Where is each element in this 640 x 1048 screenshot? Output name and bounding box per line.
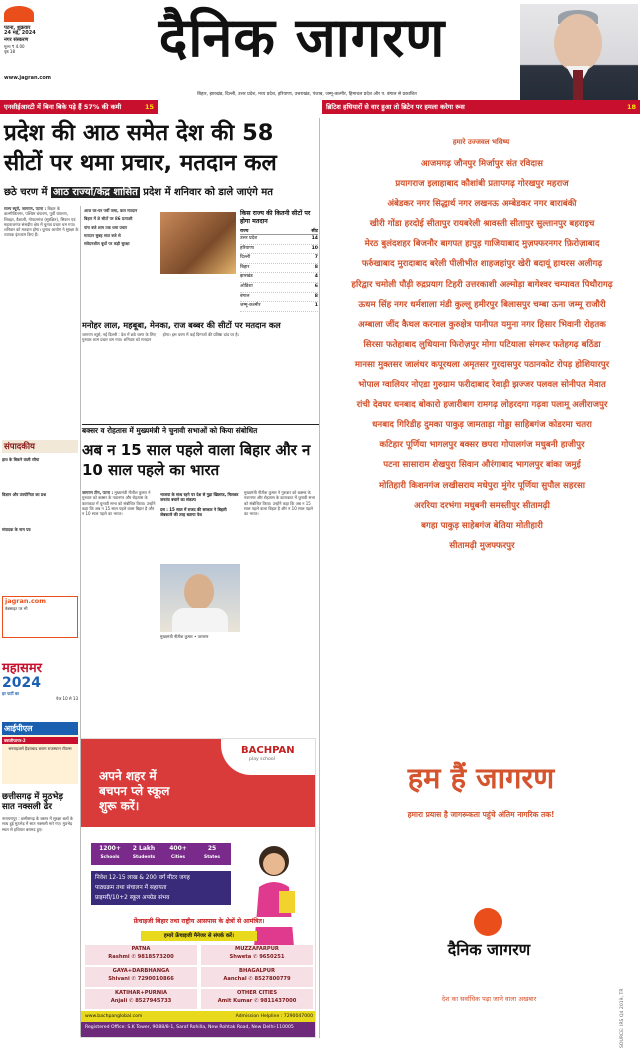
bullet-item: पांच बजे शाम तक थमा प्रचार — [84, 224, 128, 230]
sidebar-item[interactable]: विज्ञान और उपयोगिता का प्रश्न — [2, 492, 47, 498]
top-strip-left-page: 15 — [144, 103, 154, 111]
seat-count: 1 — [314, 303, 318, 309]
sidebar-story-head: छत्तीसगढ़ में मुठभेड़ सात नक्सली ढेर — [2, 792, 63, 812]
bullet-item: मतदान सुबह सात बजे से — [84, 232, 121, 238]
jagran-web-tag: वेबसाइट पर भी — [5, 606, 28, 612]
seat-state: झारखंड — [240, 274, 253, 280]
city-line: मोतिहारी किशनगंज लखीसराय मधेपुरा मुंगेर पूर्णिया सुपौल सहरसा — [379, 480, 585, 491]
second-headline: अब न 15 साल पहले वाला बिहार और न 10 साल पहले का भारत — [82, 441, 311, 479]
girl-illustration — [239, 839, 309, 959]
contact-cell[interactable]: GAYA+DARBHANGA Shivani ✆ 7290010866 — [85, 967, 197, 987]
seat-count: 10 — [311, 245, 318, 251]
seat-table-row — [240, 302, 318, 312]
footer-row — [81, 1011, 316, 1022]
bachpan-bullets — [91, 871, 231, 905]
city-line: प्रयागराज इलाहाबाद कौशांबी प्रतापगढ़ गोरखपुर महराज — [395, 179, 569, 190]
city-line: सीतामढ़ी मुजफ्फरपुर — [449, 540, 515, 551]
seat-table — [240, 210, 318, 322]
nitish-photo — [160, 564, 240, 632]
photo-body — [172, 608, 228, 632]
masthead-meta — [4, 6, 84, 81]
sub-story-head: मनोहर लाल, महबूबा, मेनका, राज बब्बर की सीटों पर मतदान कल — [82, 320, 281, 330]
sidebar-item[interactable]: संपादक के नाम पत्र — [2, 527, 31, 533]
second-text: मुख्यमंत्री नीतीश कुमार ने गुरुवार को बक्सर के नवानगर और रोहतास के काराकाट में चुनावी सभा को संबोधित किया। उन्होंने कहा कि अब न 15 साल पहले वाला बिहार है और न 10 साल पहले का भारत। — [82, 490, 156, 517]
top-strip-right-page: 18 — [626, 103, 636, 111]
ipl-box[interactable] — [2, 722, 78, 784]
lead-body — [4, 206, 80, 316]
lead-byline: राज्य ब्यूरो, जागरण, पटना : — [4, 206, 47, 211]
city-line: फर्रुखाबाद मुरादाबाद बरेली पीलीभीत शाहजहांपुर खेरी बदायूं हाथरस अलीगढ़ — [361, 259, 603, 270]
jagran-sun-icon — [474, 908, 502, 936]
divider — [82, 424, 320, 425]
city-line: मेरठ बुलंदशहर बिजनौर बागपत हापुड़ गाजियाबाद मुज़फ्फरनगर फ़िरोज़ाबाद — [364, 239, 600, 250]
sidebar-title: संपादकीय — [2, 440, 78, 453]
photo-caption: मुख्यमंत्री नीतीश कुमार • जागरण — [160, 634, 209, 639]
city-line: सिरसा फतेहाबाद लुधियाना फिरोज़पुर मोगा पटियाला संगरूर फतेहगढ़ बठिंडा — [363, 339, 601, 350]
website-link[interactable]: www.jagran.com — [4, 75, 52, 82]
contact-cell[interactable]: PATNA Rashmi ✆ 9818573200 — [85, 945, 197, 965]
photo-face — [554, 14, 602, 72]
city-line: बगहा पाकुड़ साहेबगंज बेतिया मोतीहारी — [421, 520, 543, 531]
bachpan-web[interactable]: www.bachpanglobal.com — [85, 1014, 143, 1019]
city-line: अररिया दरभंगा मधुबनी समस्तीपुर सीतामढ़ी — [414, 500, 550, 511]
ad-slogan-sub: हमारा प्रयास है जागरूकता पहुंचे अंतिम नागरिक तक! — [407, 810, 555, 819]
subhead-pre: छठे चरण में — [4, 187, 48, 198]
city-line: धनबाद गिरिडीह दुमका पाकुड़ जामताड़ा गोड्डा साहिबगंज कोडरमा चतरा — [372, 420, 592, 431]
city-line: ऊधम सिंह नगर धर्मशाला मंडी कुल्लू हमीरपुर बिलासपुर चम्बा ऊना जम्मू राजौरी — [358, 299, 606, 310]
jagran-cities-ad — [322, 118, 640, 1046]
lead-text: बिहार के वाल्मीकिनगर, पश्चिम चंपारण, पूर्वी चंपारण, शिवहर, वैशाली, गोपालगंज (सुरक्षित), सिवान एवं महाराजगंज संसदीय क्षेत्र में चुनाव प्रचार थम गया। शनिवार को मतदान होगा। चुनाव आयोग ने सुरक्षा के व्यापक इंतजाम किए हैं। — [4, 206, 79, 238]
left-sidebar — [2, 440, 78, 533]
bachpan-bullet: पाठ्यक्रम तथा संचालन में सहायता — [95, 885, 167, 891]
mahasamar-title: महासमर — [2, 661, 42, 676]
seat-count: 8 — [314, 293, 318, 299]
seat-count: 14 — [311, 236, 318, 241]
seat-count: 4 — [314, 274, 318, 280]
quote-1: भाजपा के साथ रहने पर देश से गुड़ा खिलाफ, मिलकर जनतंत्र बचाने का संकल्प — [160, 492, 239, 503]
mahasamar-year: 2024 — [2, 675, 41, 691]
date: 24 मई, 2024 — [4, 30, 36, 37]
sub-story-body: जागरण ब्यूरो, नई दिल्ली : देश में छठे चरण के लिए गुरुवार शाम प्रचार थम गया। शनिवार को मतदान होगा। इस चरण में कई दिग्गजों की प्रतिष्ठा दांव पर है। — [82, 332, 240, 343]
seat-count: 8 — [314, 264, 318, 270]
contact-cell[interactable]: KATIHAR+PURNIA Anjali ✆ 8527945733 — [85, 989, 197, 1009]
city-line: कटिहार पूर्णिया भागलपुर बक्सर छपरा गोपालगंज मधुबनी हाजीपुर — [379, 440, 585, 451]
seat-state: बंगाल — [240, 293, 250, 299]
column-rule — [319, 118, 320, 1038]
stat-schools: 1200+ Schools — [99, 845, 121, 860]
city-lines — [332, 154, 632, 556]
stat-cities: 400+ Cities — [169, 845, 187, 860]
quote-2: दस : 15 साल में राजद की सरकार ने बिहारी जेबकतरे की तरह बताया पेश — [160, 506, 227, 517]
seat-state: जम्मू-कश्मीर — [240, 303, 261, 309]
city-line: भोपाल ग्वालियर नोएडा गुरुग्राम फरीदाबाद रेवाड़ी झज्जर पलवल सोनीपत मेवात — [358, 380, 606, 391]
ad-top-line: हमारे उज्जवल भविष्य — [452, 138, 510, 146]
city-line: हरिद्वार चमोली पौड़ी रुद्रप्रयाग टिहरी उत्तरकाशी अल्मोड़ा बागेश्वर चम्पावत पिथौरागढ़ — [351, 279, 613, 290]
mahasamar-page: पेज 10 से 13 — [56, 696, 78, 702]
header-state: राज्य — [240, 229, 249, 234]
jagran-web-link: jagran.com — [5, 597, 47, 605]
seat-state: दिल्ली — [240, 255, 251, 261]
pitch-line-2: बचपन प्ले स्कूल — [99, 784, 170, 798]
seat-state: हरियाणा — [240, 245, 254, 251]
contact-cell[interactable]: BHAGALPUR Aanchal ✆ 8527800779 — [201, 967, 313, 987]
brand-tag: देश का सर्वाधिक पढ़ा जाने वाला अखबार — [441, 995, 537, 1003]
mahasamar-box[interactable] — [2, 662, 78, 718]
bachpan-contact-head: हमारे फ्रेंचाइजी मैनेजर से संपर्क करें। — [141, 931, 257, 941]
sidebar-item[interactable]: हाथ के बिकने वाली रवैया — [2, 457, 40, 462]
ipl-title: आईपीएल — [2, 722, 78, 735]
bachpan-logo-sub: play school — [249, 757, 275, 762]
lead-subhead — [4, 186, 316, 200]
ipl-sub: क्वालीफायर-2 — [2, 737, 78, 744]
seat-table-row — [240, 254, 318, 264]
lead-bullets — [84, 208, 156, 318]
city-line: मानसा मुक्तसर जालंधर कपूरथला अमृतसर गुरदासपुर पठानकोट रोपड़ होशियारपुर — [354, 359, 610, 370]
top-strip-right[interactable] — [322, 100, 640, 114]
bachpan-bullet: निवेश 12-15 लाख & 200 वर्ग मीटर जगह — [95, 875, 190, 881]
price: मूल्य ₹ 4.00 — [4, 43, 25, 49]
seat-table-row — [240, 293, 318, 303]
bachpan-franchise: फ्रेंचाइजी बिहार तथा राष्ट्रीय आसपास के क्षेत्रों से आमंत्रित। — [81, 917, 316, 927]
second-byline: जागरण टीम, पटना : — [82, 490, 114, 495]
subhead-highlight: आठ राज्यों/केंद्र शासित — [52, 187, 138, 198]
seat-table-title: किस राज्य की कितनी सीटों पर होगा मतदान — [240, 210, 311, 225]
bullet-item: संवेदनशील बूथों पर कड़ी सुरक्षा — [84, 241, 130, 247]
ad-slogan: हम हैं जागरण — [407, 761, 555, 795]
seat-table-row — [240, 245, 318, 255]
top-strip-left-text: एनसीईआरटी में बिना बिके पड़े हैं 57% की कमी — [4, 103, 122, 111]
lead-headline: प्रदेश की आठ समेत देश की 58 सीटों पर थमा प्रचार, मतदान कल — [4, 120, 277, 176]
edition: नगर संस्करण — [4, 37, 29, 44]
pitch-line-1: अपने शहर में — [99, 769, 157, 783]
brand-name: दैनिक जागरण — [447, 940, 531, 959]
bullet-item: आज घर-घर पर्ची जमा, कल मतदान — [84, 208, 138, 213]
city-line: अंबेडकर नगर सिद्धार्थ नगर लखनऊ अम्बेडकर नगर बाराबंकी — [387, 199, 577, 210]
city-line: खीरी गोंडा हरदोई सीतापुर रायबरेली श्रावस्ती सीतापुर सुल्तानपुर बहराइच — [369, 219, 595, 230]
city-line: आजमगढ़ जौनपुर मिर्जापुर संत रविदास — [421, 159, 543, 169]
bullet-item: बिहार में 8 सीटों पर 86 प्रत्याशी — [84, 216, 133, 222]
brand-box — [414, 908, 564, 1028]
header-seats: सीट — [311, 229, 318, 234]
seat-table-row — [240, 235, 318, 245]
jagran-web-box[interactable] — [2, 596, 78, 638]
newspaper-title: दैनिक जागरण — [158, 5, 446, 69]
seat-state: उत्तर प्रदेश — [240, 236, 258, 241]
seat-table-row — [240, 273, 318, 283]
seat-count: 7 — [314, 255, 318, 261]
bachpan-admission[interactable]: Admission Helpline : 7290047000 — [235, 1014, 313, 1019]
top-strip-left[interactable] — [0, 100, 158, 114]
pages: पृष्ठ 18 — [4, 48, 15, 54]
seat-count: 6 — [314, 283, 318, 289]
pitch-line-3: शुरू करें। — [99, 799, 140, 813]
second-body — [82, 490, 156, 730]
column-rule — [80, 206, 81, 1036]
bachpan-footer — [81, 1011, 316, 1038]
bachpan-ad[interactable] — [80, 738, 316, 1038]
bachpan-stats — [91, 843, 231, 865]
sidebar-story-body: नारायणपुर : छत्तीसगढ़ के बस्तर में सुरक्षा बलों के साथ हुई मुठभेड़ में सात नक्सली मारे गए। मुठभेड़ स्थल से हथियार बरामद हुए। — [2, 816, 73, 832]
front-photo — [520, 4, 638, 114]
city-line: रांची देवघर धनबाद बोकारो हजारीबाग रामगढ़ लोहरदगा गढ़वा पलामू अलीराजपुर — [356, 400, 608, 411]
city-line: अम्बाला जींद कैथल करनाल कुरुक्षेत्र पानीपत यमुना नगर हिसार भिवानी रोहतक — [358, 319, 606, 330]
mahasamar-sub: हर पार्टी का — [2, 691, 20, 696]
subhead-post: प्रदेश में शनिवार को डाले जाएंगे मत — [143, 187, 273, 198]
contact-cell[interactable]: MUZZAFARPUR Shweta ✆ 9650251 — [201, 945, 313, 965]
top-strip-right-text: ब्रिटिश हथियारों से वार हुआ तो ब्रिटेन पर हमला करेगा रूस — [326, 103, 465, 111]
seat-table-row — [240, 283, 318, 293]
editions-line: बिहार, झारखंड, दिल्ली, उत्तर प्रदेश, मध्य प्रदेश, हरियाणा, उत्तराखंड, पंजाब, जम्मू-कश्मीर, हिमाचल प्रदेश और प. बंगाल से प्रकाशित — [197, 92, 417, 97]
second-quote — [160, 492, 240, 562]
contact-cell[interactable]: OTHER CITIES Amit Kumar ✆ 9811437000 — [201, 989, 313, 1009]
stat-states: 25 States — [204, 845, 220, 860]
seat-state: बिहार — [240, 264, 250, 270]
second-body-col3: मुख्यमंत्री नीतीश कुमार ने गुरुवार को बक्सर के नवानगर और रोहतास के काराकाट में चुनावी सभा को संबोधित किया। उन्होंने कहा कि अब न 15 साल पहले वाला बिहार है और न 10 साल पहले का भारत। — [244, 490, 316, 517]
seat-state: ओडिशा — [240, 283, 253, 289]
second-kicker: बक्सर व रोहतास में मुख्यमंत्री ने चुनावी सभाओं को किया संबोधित — [82, 426, 258, 435]
caption-text: मुख्यमंत्री नीतीश कुमार — [160, 634, 193, 639]
seat-rows — [240, 235, 318, 312]
caption-credit: जागरण — [197, 634, 209, 639]
seat-table-header — [240, 228, 318, 235]
photo-face — [184, 574, 214, 610]
seat-table-row — [240, 264, 318, 274]
ad-source: SOURCE: IRS Q4 2019, TR — [620, 988, 625, 1048]
city-line: पटना सासाराम शेखपुरा सिवान औरंगाबाद भागलपुर बांका जमुई — [383, 460, 581, 471]
bachpan-bullet: प्राइमरी/10+2 स्कूल अपग्रेड संभव — [95, 895, 170, 901]
bachpan-logo: BACHPAN — [241, 745, 295, 756]
lead-photo — [160, 212, 236, 274]
jagran-logo-icon — [4, 6, 34, 22]
bachpan-pitch — [99, 769, 169, 814]
place-date: पटना, शुक्रवार — [4, 25, 31, 31]
ipl-match: सनराइजर्स हैदराबाद बनाम राजस्थान रॉयल्स — [8, 746, 72, 752]
bachpan-office: Registered Office: S.K Tower, 9088/8-1, Saraf Rohilla, New Rohtak Road, New Delhi-110005 — [85, 1025, 294, 1030]
stat-students: 2 Lakh Students — [132, 845, 156, 860]
